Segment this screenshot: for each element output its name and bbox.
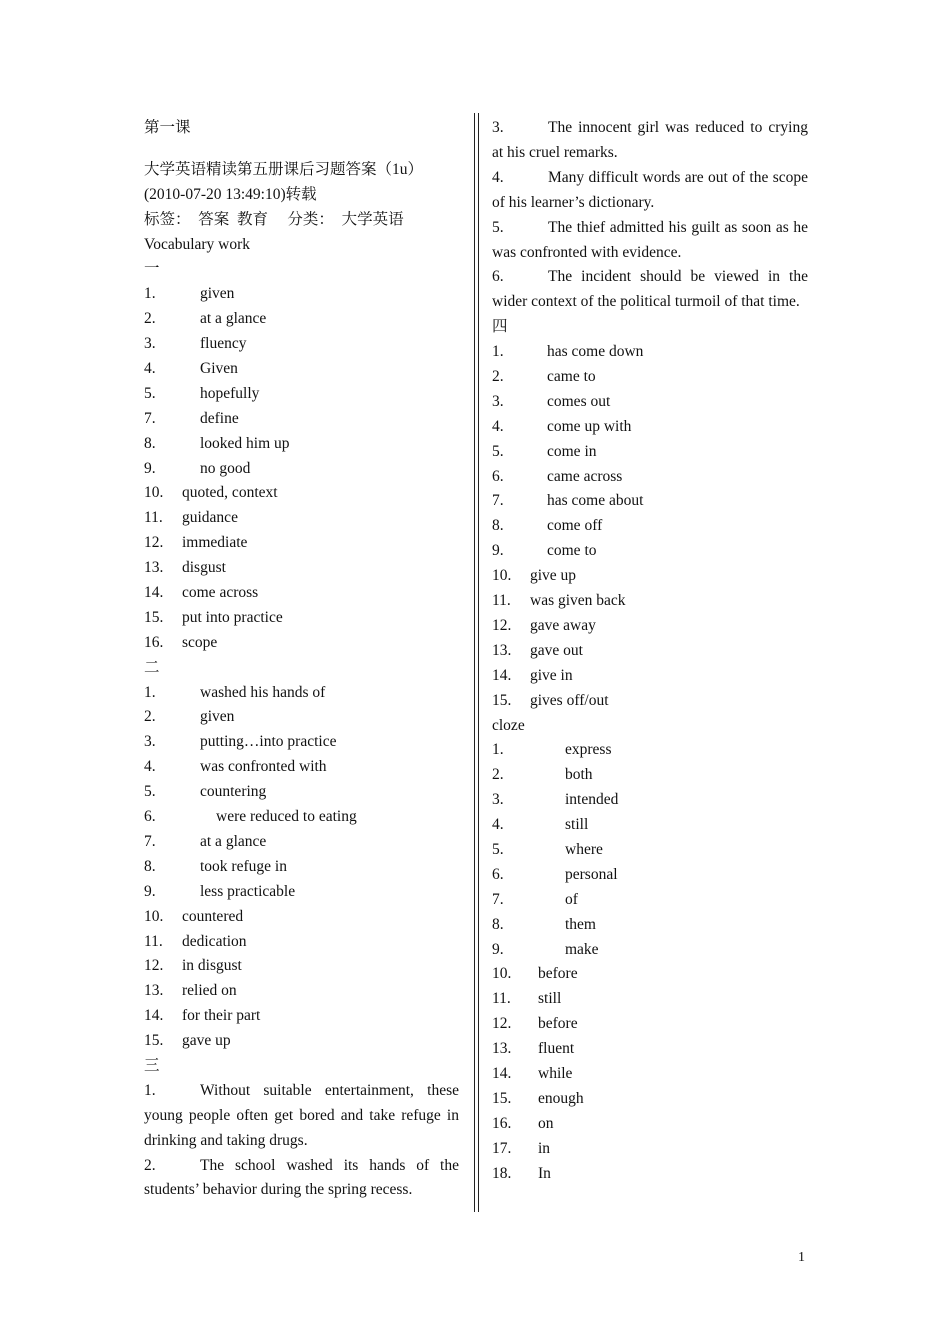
- item-number: 5.: [492, 840, 504, 858]
- item-number: 12.: [492, 616, 512, 634]
- item-number: 3.: [492, 392, 504, 410]
- item-number: 10.: [144, 907, 164, 925]
- item-number: 10.: [492, 965, 512, 983]
- item-number: 6.: [492, 268, 504, 286]
- item-answer: hopefully: [200, 384, 260, 402]
- item-number: 3.: [492, 119, 504, 136]
- list-item: [492, 1112, 808, 1137]
- item-number: 15.: [492, 1089, 512, 1107]
- item-number: 11.: [144, 509, 163, 527]
- item-answer: comes out: [547, 392, 611, 410]
- item-answer: come off: [547, 517, 603, 535]
- item-number: 1.: [492, 343, 504, 361]
- list-item: [144, 631, 459, 656]
- item-answer: put into practice: [182, 608, 283, 626]
- item-answer: putting…into practice: [200, 733, 337, 751]
- item-answer: gave up: [182, 1032, 231, 1050]
- item-answer: express: [565, 741, 612, 759]
- item-number: 15.: [144, 608, 164, 626]
- list-item: [492, 763, 808, 788]
- item-number: 5.: [144, 384, 156, 402]
- spacer: [144, 141, 459, 158]
- item-number: 2.: [144, 1156, 156, 1174]
- sentence-item: [492, 116, 808, 166]
- item-number: 7.: [144, 832, 156, 850]
- list-item: [492, 813, 808, 838]
- part4-list: [492, 340, 808, 713]
- item-number: 3.: [144, 733, 156, 751]
- list-item: [492, 838, 808, 863]
- item-number: 12.: [492, 1015, 512, 1033]
- item-number: 11.: [144, 932, 163, 950]
- item-number: 16.: [492, 1114, 512, 1132]
- item-answer: still: [538, 990, 562, 1008]
- item-number: 1.: [144, 683, 156, 701]
- item-number: 12.: [144, 534, 164, 552]
- item-sentence: The innocent girl was reduced to crying at his cruel remarks.: [492, 119, 808, 161]
- item-sentence: The incident should be viewed in the wider context of the political turmoil of that time.: [492, 268, 808, 311]
- list-item: [144, 1004, 459, 1029]
- item-answer: took refuge in: [200, 857, 287, 875]
- item-number: 13.: [144, 982, 164, 1000]
- item-number: 1.: [492, 741, 504, 759]
- list-item: [492, 514, 808, 539]
- sentence-item: [492, 166, 808, 216]
- item-answer: enough: [538, 1089, 584, 1107]
- item-answer: in: [538, 1139, 551, 1157]
- list-item: [144, 531, 459, 556]
- item-number: 16.: [144, 633, 164, 651]
- item-sentence: The school washed its hands of the students’ behavior during the spring recess.: [144, 1156, 459, 1199]
- list-item: [144, 905, 459, 930]
- item-number: 10.: [492, 567, 512, 585]
- item-number: 10.: [144, 484, 164, 502]
- item-answer: come up with: [547, 417, 632, 435]
- item-number: 1.: [144, 1081, 156, 1099]
- item-answer: has come down: [547, 343, 644, 361]
- item-number: 8.: [492, 915, 504, 933]
- item-answer: gives off/out: [530, 691, 609, 709]
- item-number: 14.: [144, 584, 164, 602]
- list-item: [492, 1062, 808, 1087]
- item-answer: no good: [200, 459, 251, 477]
- list-item: [492, 938, 808, 963]
- item-answer: immediate: [182, 534, 248, 552]
- item-answer: fluency: [200, 335, 247, 353]
- list-item: [144, 1029, 459, 1054]
- item-number: 3.: [144, 335, 156, 353]
- item-answer: relied on: [182, 982, 237, 1000]
- item-number: 12.: [144, 957, 164, 975]
- list-item: [492, 589, 808, 614]
- item-number: 2.: [492, 766, 504, 784]
- item-answer: define: [200, 409, 239, 427]
- item-answer: countered: [182, 907, 244, 925]
- item-answer: given: [200, 285, 235, 303]
- item-number: 13.: [492, 1040, 512, 1058]
- item-answer: still: [565, 816, 589, 834]
- list-item: [144, 332, 459, 357]
- item-answer: while: [538, 1064, 573, 1082]
- list-item: [492, 1137, 808, 1162]
- item-number: 11.: [492, 990, 511, 1008]
- list-item: [144, 556, 459, 581]
- item-answer: Given: [200, 360, 238, 378]
- item-number: 4.: [492, 417, 504, 435]
- list-item: [144, 357, 459, 382]
- left-column: [144, 116, 459, 1203]
- item-answer: them: [565, 915, 596, 933]
- list-item: [492, 1087, 808, 1112]
- cloze-label: cloze: [492, 716, 525, 734]
- item-answer: on: [538, 1114, 554, 1132]
- list-item: [144, 407, 459, 432]
- item-answer: gave out: [530, 641, 583, 659]
- list-item: [492, 340, 808, 365]
- item-answer: for their part: [182, 1007, 261, 1025]
- item-number: 5.: [492, 218, 504, 236]
- list-item: [144, 457, 459, 482]
- item-number: 6.: [492, 865, 504, 883]
- item-number: 1.: [144, 285, 156, 303]
- item-answer: at a glance: [200, 832, 267, 850]
- list-item: [492, 440, 808, 465]
- sentence-item: [144, 1079, 459, 1154]
- item-number: 11.: [492, 592, 511, 610]
- list-item: [144, 755, 459, 780]
- item-answer: come to: [547, 542, 597, 560]
- item-number: 9.: [492, 940, 504, 958]
- list-item: [144, 681, 459, 706]
- list-item: [492, 788, 808, 813]
- item-answer: before: [538, 965, 578, 983]
- item-number: 5.: [144, 783, 156, 801]
- list-item: [492, 390, 808, 415]
- cloze-list: [492, 738, 808, 1186]
- part3-list-left: [144, 1079, 459, 1204]
- item-answer: both: [565, 766, 593, 784]
- list-item: [144, 432, 459, 457]
- item-number: 13.: [144, 559, 164, 577]
- list-item: [492, 888, 808, 913]
- item-answer: looked him up: [200, 434, 290, 452]
- list-item: [144, 830, 459, 855]
- list-item: [144, 705, 459, 730]
- item-number: 2.: [144, 708, 156, 726]
- item-number: 18.: [492, 1164, 512, 1182]
- part2-list: [144, 681, 459, 1054]
- item-number: 7.: [492, 890, 504, 908]
- list-item: [492, 689, 808, 714]
- section-title: Vocabulary work: [144, 235, 251, 253]
- list-item: [144, 506, 459, 531]
- list-item: [144, 930, 459, 955]
- item-number: 4.: [492, 816, 504, 834]
- list-item: [144, 481, 459, 506]
- item-answer: come in: [547, 442, 597, 460]
- item-answer: where: [565, 840, 603, 858]
- list-item: [144, 282, 459, 307]
- item-answer: has come about: [547, 492, 644, 510]
- item-number: 13.: [492, 641, 512, 659]
- list-item: [492, 365, 808, 390]
- item-answer: guidance: [182, 509, 238, 527]
- item-answer: was given back: [530, 592, 626, 610]
- item-answer: at a glance: [200, 310, 267, 328]
- item-answer: was confronted with: [200, 758, 327, 776]
- item-answer: scope: [182, 633, 218, 651]
- item-number: 14.: [492, 666, 512, 684]
- item-number: 5.: [492, 442, 504, 460]
- part3-list-right: [492, 116, 808, 315]
- item-answer: gave away: [530, 616, 596, 634]
- list-item: [492, 987, 808, 1012]
- list-item: [492, 863, 808, 888]
- item-answer: come across: [182, 584, 259, 602]
- list-item: [144, 880, 459, 905]
- item-number: 6.: [144, 808, 156, 826]
- part3-label: 三: [144, 1056, 160, 1074]
- list-item: [144, 855, 459, 880]
- column-divider-line-2: [478, 113, 479, 1212]
- list-item: [492, 614, 808, 639]
- item-number: 9.: [144, 459, 156, 477]
- item-number: 14.: [492, 1064, 512, 1082]
- item-number: 7.: [492, 492, 504, 510]
- item-number: 15.: [144, 1032, 164, 1050]
- list-item: [144, 382, 459, 407]
- lesson-title: 第一课: [144, 119, 191, 136]
- item-answer: in disgust: [182, 957, 242, 975]
- item-answer: came to: [547, 368, 596, 386]
- list-item: [492, 664, 808, 689]
- right-column: [492, 116, 808, 1186]
- list-item: [144, 780, 459, 805]
- item-answer: were reduced to eating: [216, 808, 357, 826]
- item-number: 4.: [492, 168, 504, 186]
- list-item: [492, 913, 808, 938]
- item-answer: disgust: [182, 559, 226, 577]
- item-answer: make: [565, 940, 599, 958]
- item-number: 8.: [144, 857, 156, 875]
- item-number: 9.: [144, 882, 156, 900]
- list-item: [144, 730, 459, 755]
- item-answer: countering: [200, 783, 267, 801]
- tags-line: 标签： 答案 教育 分类： 大学英语: [144, 210, 404, 228]
- list-item: [492, 639, 808, 664]
- sentence-item: [144, 1154, 459, 1204]
- list-item: [492, 489, 808, 514]
- item-answer: give up: [530, 567, 577, 585]
- item-number: 4.: [144, 758, 156, 776]
- part2-label: 二: [144, 658, 160, 676]
- item-answer: fluent: [538, 1040, 575, 1058]
- item-number: 9.: [492, 542, 504, 560]
- list-item: [144, 581, 459, 606]
- list-item: [144, 307, 459, 332]
- item-answer: before: [538, 1015, 578, 1033]
- sentence-item: [492, 265, 808, 315]
- column-divider-line-1: [474, 113, 475, 1212]
- item-answer: dedication: [182, 932, 247, 950]
- list-item: [492, 1037, 808, 1062]
- item-answer: intended: [565, 791, 619, 809]
- list-item: [492, 1012, 808, 1037]
- item-number: 7.: [144, 409, 156, 427]
- page-number: 1: [798, 1250, 805, 1265]
- list-item: [492, 539, 808, 564]
- item-answer: quoted, context: [182, 484, 278, 502]
- sentence-item: [492, 216, 808, 266]
- item-answer: of: [565, 890, 578, 908]
- list-item: [492, 738, 808, 763]
- item-number: 6.: [492, 467, 504, 485]
- item-number: 2.: [144, 310, 156, 328]
- list-item: [492, 962, 808, 987]
- list-item: [492, 564, 808, 589]
- list-item: [492, 415, 808, 440]
- part4-label: 四: [492, 318, 508, 336]
- list-item: [144, 805, 459, 830]
- item-sentence: The thief admitted his guilt as soon as he was confronted with evidence.: [492, 218, 808, 261]
- item-number: 4.: [144, 360, 156, 378]
- item-number: 8.: [144, 434, 156, 452]
- item-answer: In: [538, 1164, 551, 1182]
- item-answer: personal: [565, 865, 618, 883]
- item-answer: washed his hands of: [200, 683, 326, 701]
- list-item: [492, 1162, 808, 1187]
- item-number: 8.: [492, 517, 504, 535]
- item-number: 2.: [492, 368, 504, 386]
- part1-label: 一: [144, 260, 160, 278]
- item-sentence: Many difficult words are out of the scope of his learner’s dictionary.: [492, 168, 808, 211]
- item-number: 17.: [492, 1139, 512, 1157]
- item-answer: less practicable: [200, 882, 296, 900]
- list-item: [144, 954, 459, 979]
- item-number: 15.: [492, 691, 512, 709]
- list-item: [492, 465, 808, 490]
- document-meta: (2010-07-20 13:49:10)转载: [144, 185, 317, 203]
- document-title: 大学英语精读第五册课后习题答案（1u）: [144, 160, 424, 178]
- item-answer: given: [200, 708, 235, 726]
- list-item: [144, 606, 459, 631]
- list-item: [144, 979, 459, 1004]
- item-number: 3.: [492, 791, 504, 809]
- item-sentence: Without suitable entertainment, these young people often get bored and take refuge in drinking and taking drugs.: [144, 1081, 459, 1149]
- part1-list: [144, 282, 459, 655]
- item-answer: came across: [547, 467, 623, 485]
- item-number: 14.: [144, 1007, 164, 1025]
- item-answer: give in: [530, 666, 573, 684]
